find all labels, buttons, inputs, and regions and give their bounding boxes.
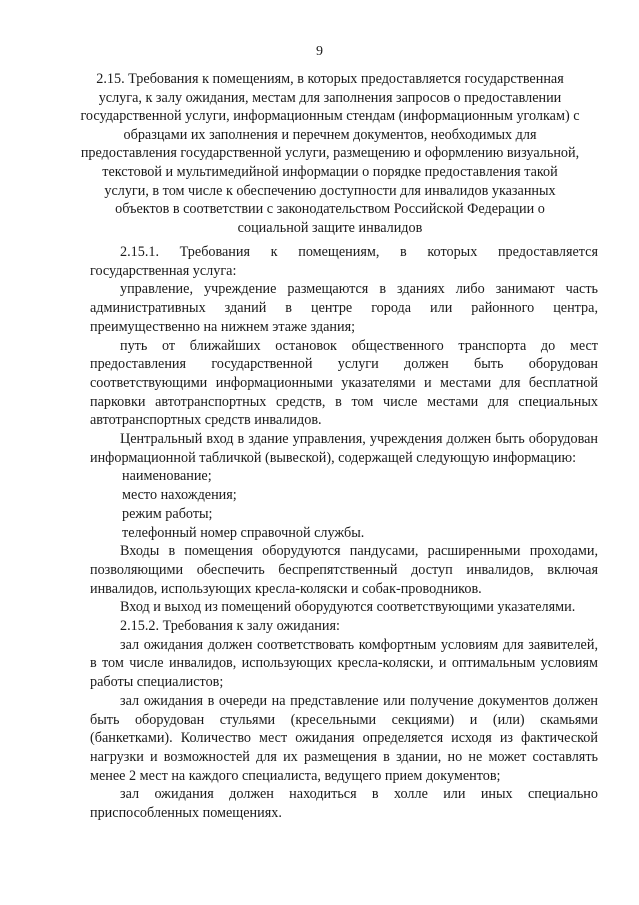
- paragraph-waiting-hall: зал ожидания должен находиться в холле или иных специально приспособленных помещениях.: [90, 786, 598, 822]
- list-item: место нахождения;: [122, 487, 237, 504]
- paragraph-waiting-seats: зал ожидания в очереди на представление или получение документов должен быть оборудован стульями (кресельными секциями) и (или) скамьями (банкетками). Количество мест ожидания определяется исходя из фактической нагрузки и возможностей для их размещения в здании, но не может составлять менее 2 мест на каждого специалиста, ведущего прием документов;: [90, 692, 598, 784]
- paragraph-central-entrance: Центральный вход в здание управления, учреждения должен быть оборудован информационной табличкой (вывеской), содержащей следующую информацию:: [90, 431, 598, 466]
- paragraph-2-15-2: 2.15.2. Требования к залу ожидания:: [120, 618, 340, 635]
- paragraph-location: управление, учреждение размещаются в зданиях либо занимают часть административных зданий в центре города или районного центра, преимущественно на нижнем этаже здания;: [90, 281, 598, 335]
- paragraph-transport: путь от ближайших остановок общественного транспорта до мест предоставления государственной услуги должен быть оборудован соответствующими информационными указателями и местами для бесплатной парковки автотранспортных средств, в том числе местами для специальных автотранспортных средств инвалидов.: [90, 337, 598, 429]
- page-number: 9: [316, 44, 323, 59]
- document-body: [90, 243, 598, 823]
- paragraph-signs: Вход и выход из помещений оборудуются соответствующими указателями.: [120, 599, 576, 616]
- paragraph-2-15-1: 2.15.1. Требования к помещениям, в которых предоставляется государственная услуга:: [90, 244, 598, 279]
- list-item: наименование;: [122, 468, 212, 485]
- paragraph-entrances: Входы в помещения оборудуются пандусами, расширенными проходами, позволяющими обеспечить беспрепятственный доступ инвалидов, включая инвалидов, использующих кресла-коляски и собак-проводников.: [90, 543, 598, 597]
- list-item: режим работы;: [122, 505, 213, 522]
- section-heading: 2.15. Требования к помещениям, в которых предоставляется государственная услуга, к залу ожидания, местам для заполнения запросов о предоставлении государственной услуги, информационным стендам (информационным уголкам) с образцами их заполнения и перечнем документов, необходимых для предоставления государственной услуги, размещению и оформлению визуальной, текстовой и мультимедийной информации о порядке предоставления такой услуги, в том числе к обеспечению доступности для инвалидов указанных объектов в соответствии с законодательством Российской Федерации о социальной защите инвалидов: [80, 71, 580, 236]
- list-item: телефонный номер справочной службы.: [122, 524, 365, 541]
- paragraph-waiting-comfort: зал ожидания должен соответствовать комфортным условиям для заявителей, в том числе инвалидов, использующих кресла-коляски, и оптимальным условиям работы специалистов;: [90, 636, 598, 691]
